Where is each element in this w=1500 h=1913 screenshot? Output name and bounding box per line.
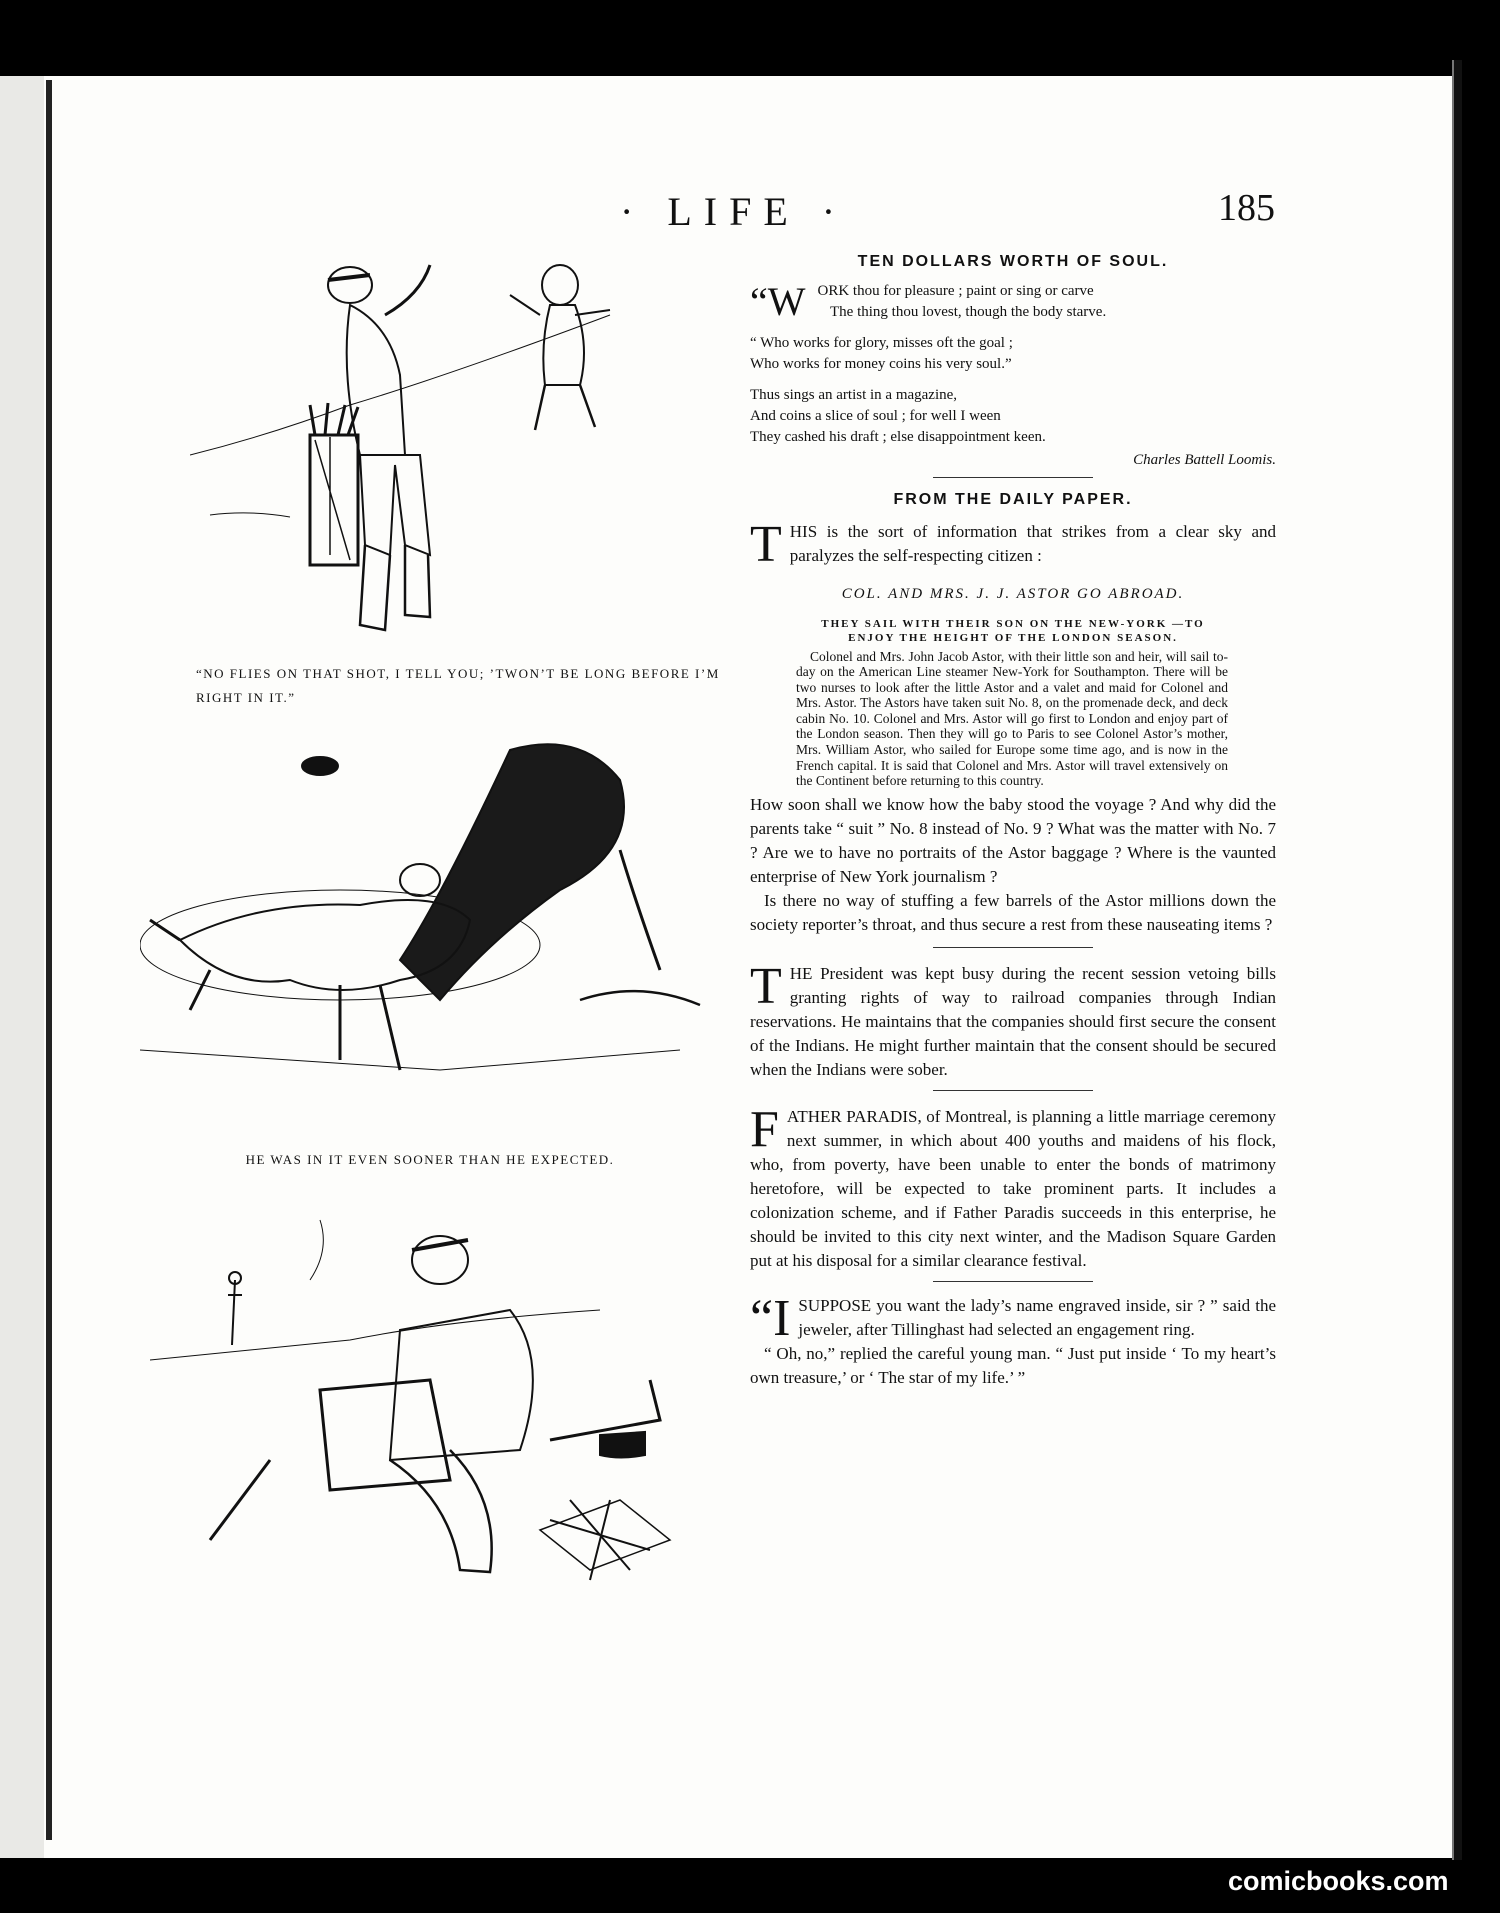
masthead-title: · LIFE · [620, 189, 848, 234]
article4-paragraph [750, 1100, 1276, 1273]
poem-line-7: They cashed his draft ; else disappointment keen. [750, 428, 1046, 445]
facing-page-edge [0, 76, 44, 1858]
article1-poem [750, 278, 1276, 471]
illustration-golfer-falling [140, 730, 710, 1120]
article5-drop-cap: “I [750, 1289, 791, 1347]
poem-line-3: “ Who works for glory, misses oft the goal ; [750, 334, 1013, 351]
article5-reply: “ Oh, no,” replied the careful young man. “ Just put inside ‘ To my heart’s own treasure,’ or ‘ The star of my life.’ ” [750, 1343, 1276, 1387]
poem-drop-cap: “W [750, 278, 806, 324]
article1-title: TEN DOLLARS WORTH OF SOUL. [857, 253, 1169, 270]
news-headline: COL. AND MRS. J. J. ASTOR GO ABROAD. [841, 586, 1185, 602]
news-subhead: THEY SAIL WITH THEIR SON ON THE NEW-YORK —TO ENJOY THE HEIGHT OF THE LONDON SEASON. [821, 617, 1205, 644]
poem-line-1-text: ORK thou for pleasure ; paint or sing or carve [817, 282, 1094, 299]
poem-line-4: Who works for money coins his very soul.” [750, 355, 1012, 372]
article-column [750, 250, 1276, 1390]
article4-lead: ATHER PARADIS, [786, 1106, 922, 1126]
article2-intro-text: HIS is the sort of information that strikes from a clear sky and paralyzes the self-respecting citizen : [789, 522, 1276, 565]
article4-text: of Montreal, is planning a little marriage ceremony next summer, in which about 400 youths and maidens of his flock, who, from poverty, have been unable to enter the bonds of matrimony heretofore, will be expected to take prominent parts. It includes a colonization scheme, and if Father Paradis succeeds in this enterprise, he should be invited to this city next winter, and the Madison Square Garden put at his disposal for a similar clearance festival. [750, 1106, 1276, 1270]
article5-text: you want the lady’s name engraved inside, sir ? ” said the jeweler, after Tillinghast had selected an engagement ring. [798, 1295, 1276, 1339]
poem-stanza-2 [750, 333, 1276, 375]
article3-drop-cap: T [750, 957, 782, 1015]
page-edge-right [1452, 60, 1462, 1860]
illustration-caption-2: HE WAS IN IT EVEN SOONER THAN HE EXPECTED. [245, 1152, 615, 1167]
watermark: comicbooks.com [1228, 1866, 1449, 1896]
illustration-caption-1: “NO FLIES ON THAT SHOT, I TELL YOU; ’TWON’T BE LONG BEFORE I’M RIGHT IN IT.” [196, 666, 720, 705]
article2-comment-1: How soon shall we know how the baby stood the voyage ? And why did the parents take “ suit ” No. 8 instead of No. 9 ? What was the matter with No. 7 ? Are we to have no portraits of the Astor baggage ? Where is the vaunted enterprise of New York journalism ? [750, 794, 1276, 886]
poem-line-2: The thing thou lovest, though the body starve. [830, 303, 1107, 320]
poem-author: Charles Battell Loomis. [1133, 451, 1276, 468]
divider-rule [933, 1090, 1093, 1091]
divider-rule [933, 1281, 1093, 1282]
binding-spine [46, 80, 52, 1840]
article2-drop-cap: T [750, 516, 782, 573]
article2-comment-2: Is there no way of stuffing a few barrels of the Astor millions down the society reporter’s throat, and thus secure a rest from these nauseating items ? [750, 890, 1276, 934]
poem-line-5: Thus sings an artist in a magazine, [750, 386, 958, 403]
poem-stanza-3 [750, 385, 1276, 448]
page-number: 185 [1218, 187, 1275, 229]
news-body: Colonel and Mrs. John Jacob Astor, with their little son and heir, will sail to-day on the American Line steamer New-York for Southampton. There will be two nurses to look after the little Astor and a valet and maid for Colonel and Mrs. Astor. The Astors have taken suit No. 8, on the promenade deck, and deck cabin No. 10. Colonel and Mrs. Astor will go first to London and enjoy part of the London season. Then they will go to Paris to see Colonel Astor’s mother, Mrs. William Astor, who sailed for Europe some time ago, and is now in the French capital. It is said that Colonel and Mrs. Astor will travel extensively on the Continent before returning to this country. [796, 648, 1228, 789]
article2-intro [750, 516, 1276, 573]
divider-rule [933, 947, 1093, 948]
illustration-campfire-smoker [150, 1200, 730, 1640]
illustration-golfer-swing [190, 255, 730, 655]
article3-text: President was kept busy during the recent session vetoing bills granting rights of way to railroad companies through Indian reservations. He maintains that the companies should first secure the consent of the Indians. He might further maintain that the consent should be secured when the Indians were sober. [750, 963, 1276, 1079]
divider-rule [933, 477, 1093, 478]
article4-drop-cap: F [750, 1100, 779, 1158]
article5-paragraph [750, 1289, 1276, 1347]
article3-lead: HE [789, 963, 813, 983]
article2-title: FROM THE DAILY PAPER. [893, 490, 1133, 508]
article3-paragraph [750, 957, 1276, 1082]
article5-lead: SUPPOSE [798, 1295, 872, 1315]
poem-line-6: And coins a slice of soul ; for well I ween [750, 407, 1001, 424]
